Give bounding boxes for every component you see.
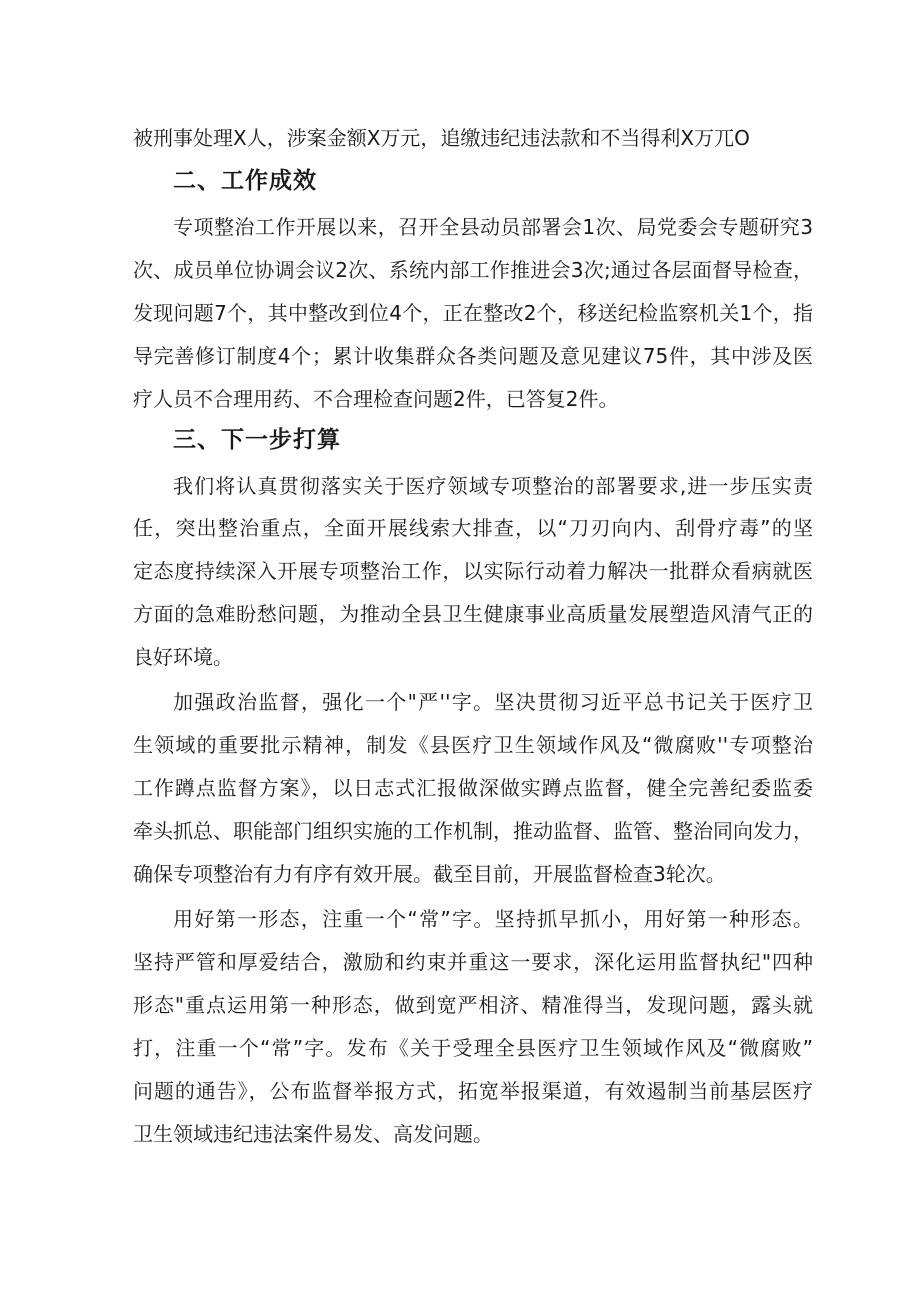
paragraph-line: 问题的通告》，公布监督举报方式，拓宽举报渠道，有效遏制当前基层医疗 — [133, 1079, 813, 1103]
paragraph-line: 确保专项整治有力有序有效开展。截至目前，开展监督检查3轮次。 — [133, 862, 726, 886]
paragraph-line: 次、成员单位协调会议2次、系统内部工作推进会3次;通过各层面督导检查， — [133, 258, 813, 282]
paragraph-line: 被刑事处理X人，涉案金额X万元，追缴违纪违法款和不当得利X万兀O — [133, 126, 750, 150]
paragraph-line: 我们将认真贯彻落实关于医疗领域专项整治的部署要求,进一步压实责 — [173, 474, 813, 498]
paragraph-line: 卫生领域违纪违法案件易发、高发问题。 — [133, 1122, 493, 1146]
paragraph-line: 专项整治工作开展以来，召开全县动员部署会1次、局党委会专题研究3 — [173, 215, 813, 239]
paragraph-line: 生领域的重要批示精神，制发《县医疗卫生领域作风及“微腐败''专项整治 — [133, 733, 813, 757]
paragraph-line: 发现问题7个，其中整改到位4个，正在整改2个，移送纪检监察机关1个，指 — [133, 301, 813, 325]
paragraph-line: 工作蹲点监督方案》，以日志式汇报做深做实蹲点监督，健全完善纪委监委 — [133, 776, 813, 800]
paragraph-line: 坚持严管和厚爱结合，激励和约束并重这一要求，深化运用监督执纪"四种 — [133, 950, 813, 974]
section-heading-work-results: 二、工作成效 — [173, 168, 317, 194]
paragraph-line: 良好环境。 — [133, 645, 233, 669]
paragraph-line: 加强政治监督，强化一个"严''字。坚决贯彻习近平总书记关于医疗卫 — [173, 690, 813, 714]
paragraph-line: 定态度持续深入开展专项整治工作，以实际行动着力解决一批群众看病就医 — [133, 559, 813, 583]
paragraph-line: 疗人员不合理用药、不合理检查问题2件，已答复2件。 — [133, 387, 619, 411]
paragraph-line: 方面的急难盼愁问题，为推动全县卫生健康事业高质量发展塑造风清气正的 — [133, 602, 813, 626]
paragraph-line: 形态"重点运用第一种形态，做到宽严相济、精准得当，发现问题，露头就 — [133, 993, 813, 1017]
paragraph-line: 牵头抓总、职能部门组织实施的工作机制，推动监督、监管、整治同向发力， — [133, 819, 813, 843]
paragraph-line: 导完善修订制度4个；累计收集群众各类问题及意见建议75件，其中涉及医 — [133, 344, 813, 368]
section-heading-next-steps: 三、下一步打算 — [173, 427, 341, 453]
paragraph-line: 任，突出整治重点，全面开展线索大排查，以“刀刃向内、刮骨疗毒”的坚 — [133, 516, 813, 540]
paragraph-line: 用好第一形态，注重一个“常”字。坚持抓早抓小，用好第一种形态。 — [173, 907, 813, 931]
paragraph-line: 打，注重一个“常”字。发布《关于受理全县医疗卫生领域作风及“微腐败” — [133, 1036, 813, 1060]
